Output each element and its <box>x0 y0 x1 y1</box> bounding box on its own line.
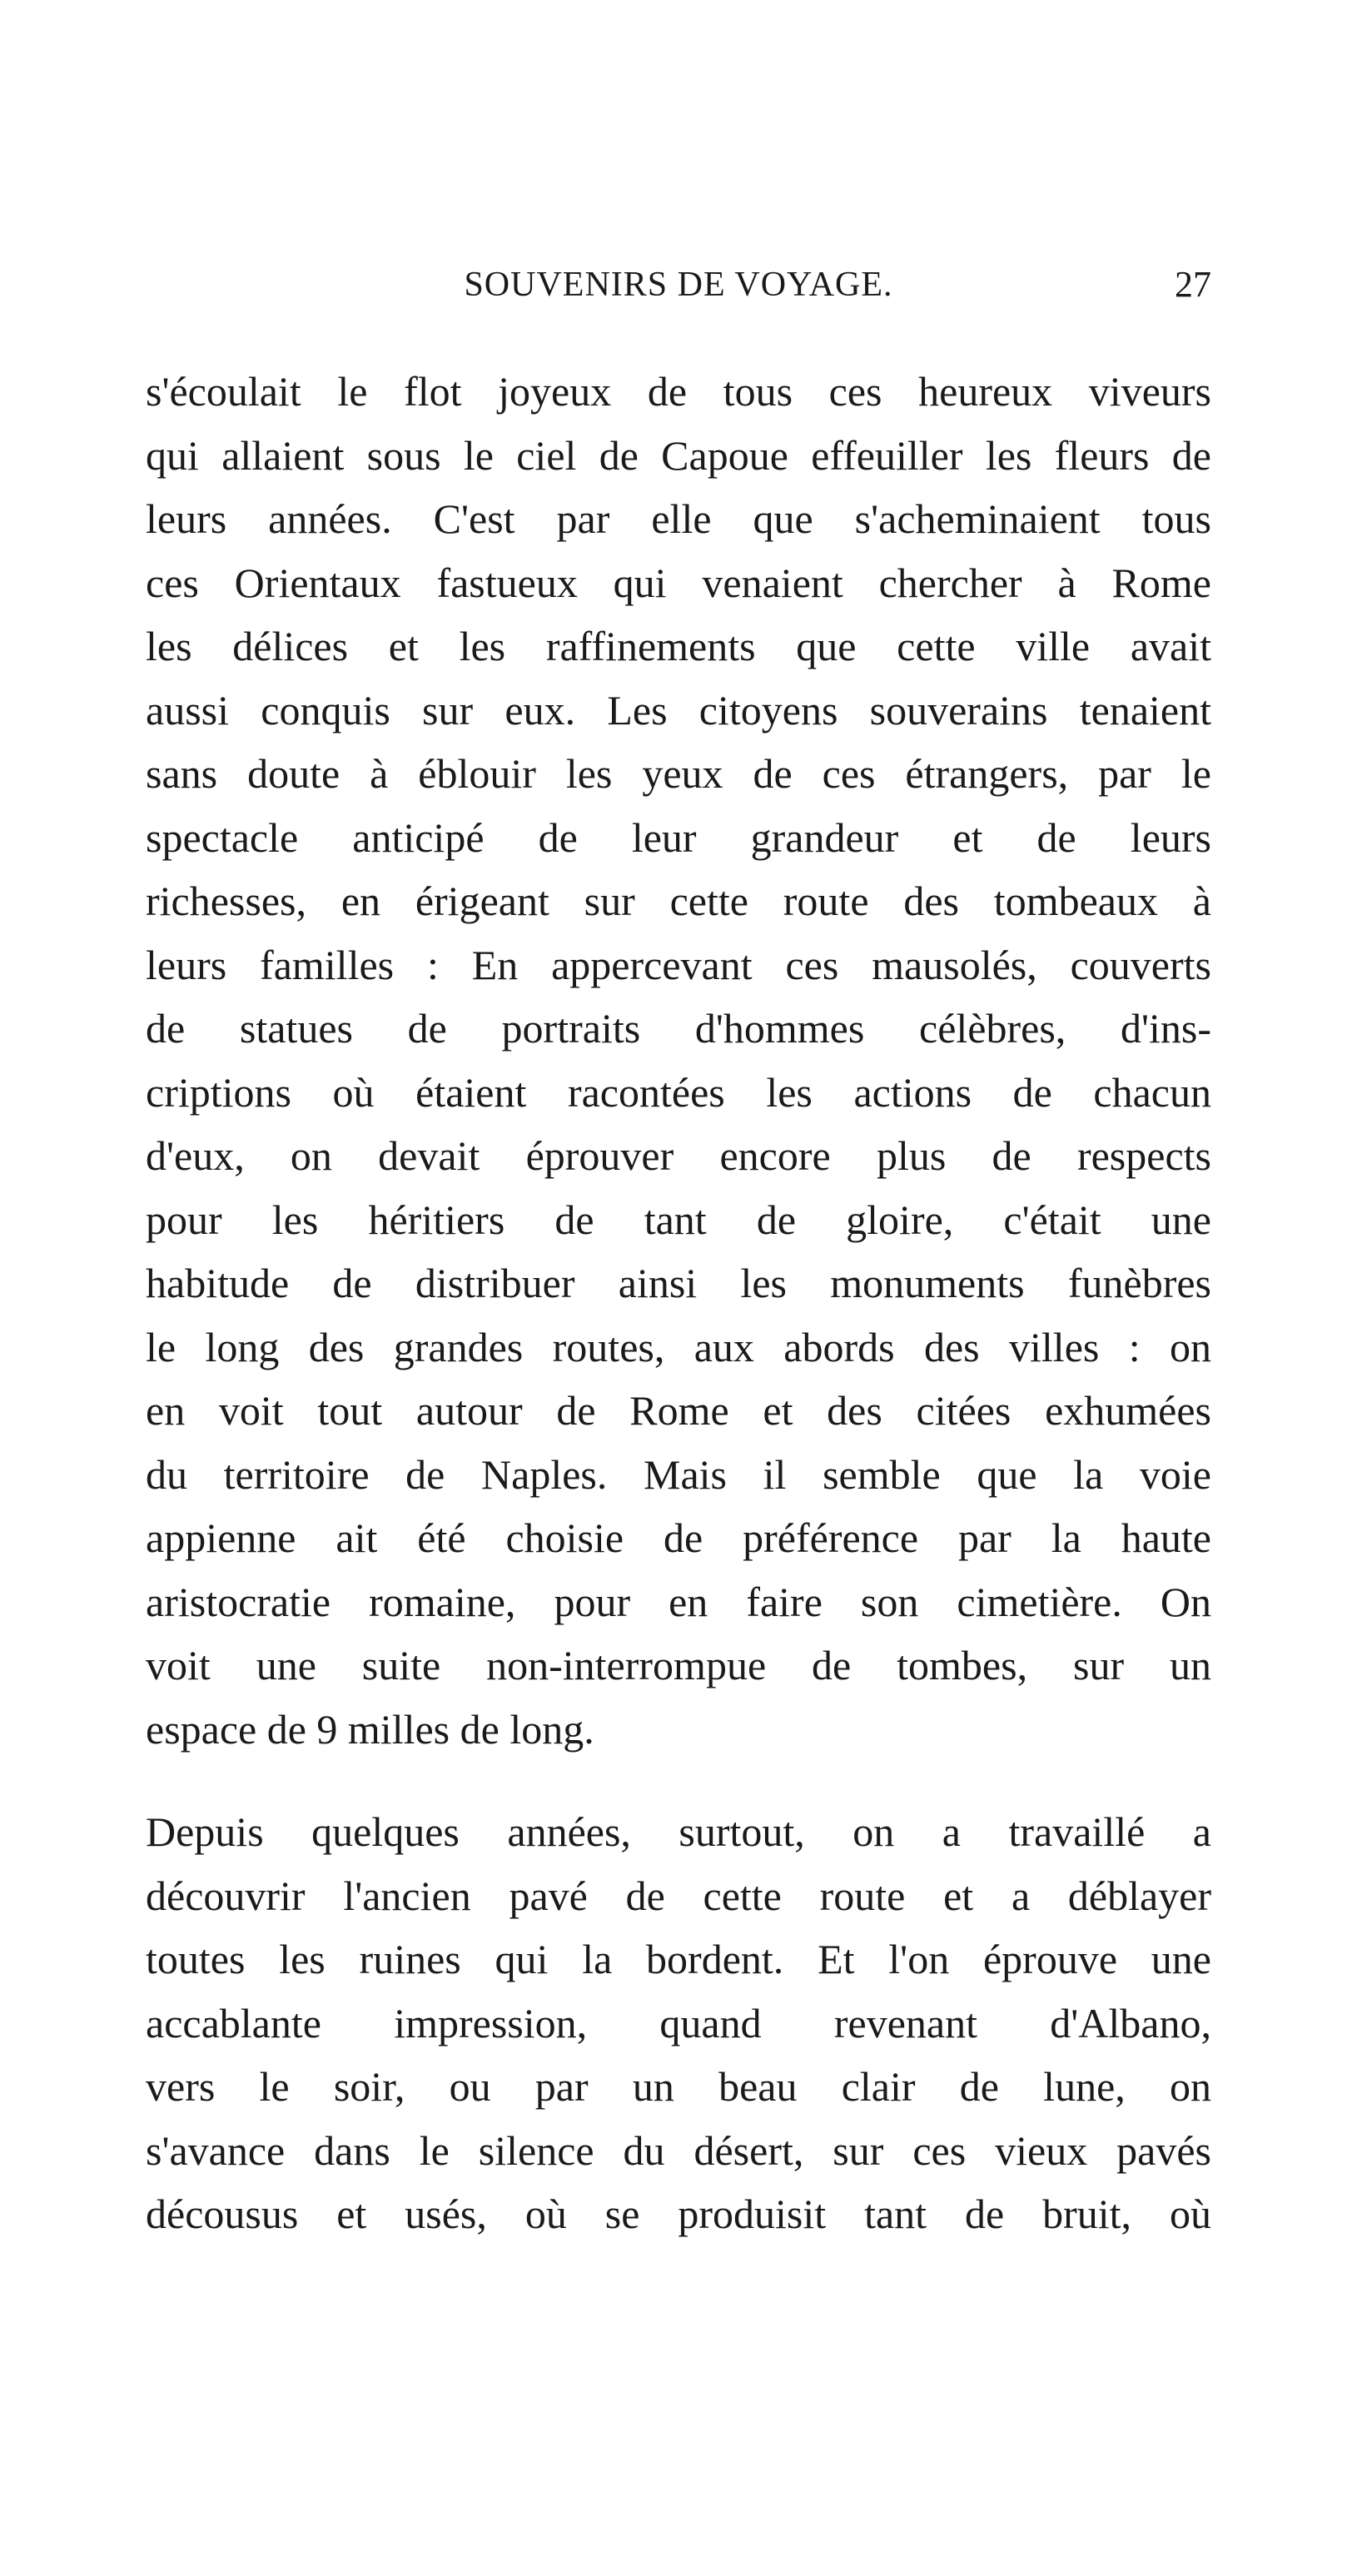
text-line: leurs années. C'est par elle que s'acheminaient tous <box>146 495 1211 542</box>
running-header <box>146 260 1211 310</box>
text-line: accablante impression, quand revenant d'Albano, <box>146 1999 1211 2046</box>
text-line: toutes les ruines qui la bordent. Et l'on éprouve une <box>146 1936 1211 1982</box>
text-line: s'écoulait le flot joyeux de tous ces heureux viveurs <box>146 368 1211 415</box>
text-line: richesses, en érigeant sur cette route des tombeaux à <box>146 878 1211 924</box>
paragraph-1 <box>146 360 1211 1761</box>
text-line: leurs familles : En appercevant ces mausolés, couverts <box>146 941 1211 988</box>
text-line: du territoire de Naples. Mais il semble que la voie <box>146 1450 1211 1498</box>
text-line: de statues de portraits d'hommes célèbres, d'ins- <box>146 1005 1211 1052</box>
page-number: 27 <box>1175 264 1211 305</box>
text-line: décousus et usés, où se produisit tant de bruit, où <box>146 2191 1211 2237</box>
text-line: Depuis quelques années, surtout, on a travaillé a <box>146 1808 1211 1855</box>
text-line: spectacle anticipé de leur grandeur et de leurs <box>146 813 1211 861</box>
text-line: ces Orientaux fastueux qui venaient chercher à Rome <box>146 559 1211 606</box>
text-line: sans doute à éblouir les yeux de ces étrangers, par le <box>146 750 1211 797</box>
text-line: d'eux, on devait éprouver encore plus de respects <box>146 1132 1211 1179</box>
text-line: vers le soir, ou par un beau clair de lune, on <box>146 2063 1211 2110</box>
text-line: aussi conquis sur eux. Les citoyens souverains tenaient <box>146 686 1211 734</box>
text-line: découvrir l'ancien pavé de cette route et a déblayer <box>146 1872 1211 1919</box>
text-line: criptions où étaient racontées les actions de chacun <box>146 1068 1211 1116</box>
text-line: espace de 9 milles de long. <box>146 1705 594 1753</box>
running-title: SOUVENIRS DE VOYAGE. <box>464 266 893 304</box>
text-line: en voit tout autour de Rome et des citées exhumées <box>146 1387 1211 1434</box>
text-line: le long des grandes routes, aux abords des villes : on <box>146 1323 1211 1370</box>
text-line: les délices et les raffinements que cette ville avait <box>146 623 1211 669</box>
text-line: pour les héritiers de tant de gloire, c'était une <box>146 1196 1211 1243</box>
text-line: aristocratie romaine, pour en faire son cimetière. On <box>146 1578 1211 1625</box>
text-line: habitude de distribuer ainsi les monuments funèbres <box>146 1260 1211 1306</box>
paragraph-2 <box>146 1800 1211 2246</box>
text-line: qui allaient sous le ciel de Capoue effeuiller les fleurs de <box>146 431 1211 479</box>
text-line: s'avance dans le silence du désert, sur ces vieux pavés <box>146 2126 1211 2174</box>
text-line: voit une suite non-interrompue de tombes, sur un <box>146 1642 1211 1688</box>
text-line: appienne ait été choisie de préférence par la haute <box>146 1514 1211 1561</box>
